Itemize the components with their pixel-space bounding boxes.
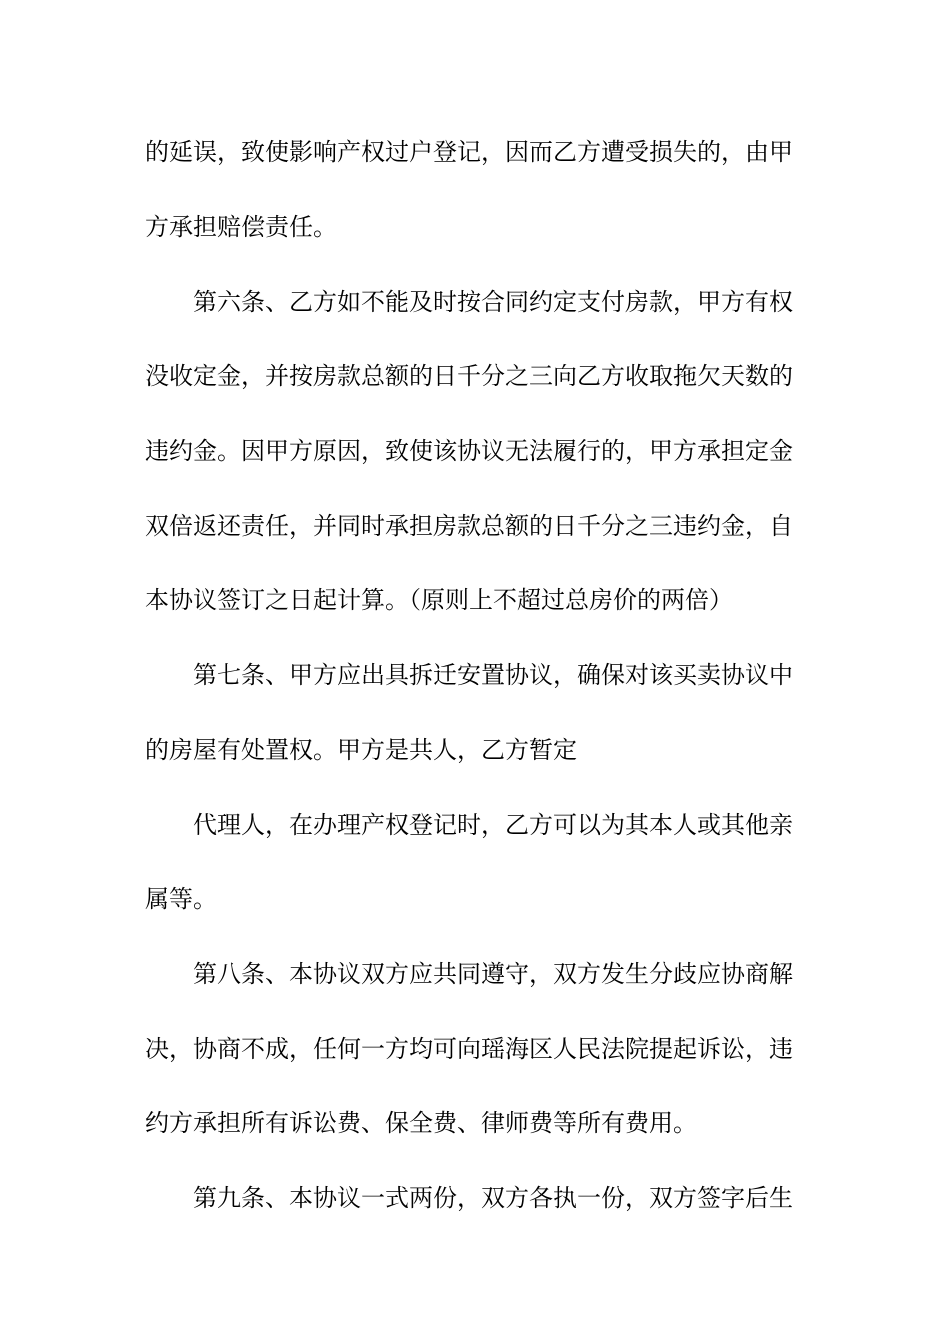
text-line: 违约金。因甲方原因，致使该协议无法履行的，甲方承担定金 xyxy=(145,437,793,465)
text-line: 决，协商不成，任何一方均可向瑶海区人民法院提起诉讼，违 xyxy=(145,1035,793,1063)
paragraph-agent: 代理人，在办理产权登记时，乙方可以为其本人或其他亲 xyxy=(193,811,793,839)
paragraph-article-8: 第八条、本协议双方应共同遵守，双方发生分歧应协商解 xyxy=(193,960,793,988)
text-line: 没收定金，并按房款总额的日千分之三向乙方收取拖欠天数的 xyxy=(145,362,793,390)
text-line: 双倍返还责任，并同时承担房款总额的日千分之三违约金，自 xyxy=(145,512,793,540)
text-line: 的房屋有处置权。甲方是共人，乙方暂定 xyxy=(145,736,577,764)
text-line: 约方承担所有诉讼费、保全费、律师费等所有费用。 xyxy=(145,1109,697,1137)
text-line: 的延误，致使影响产权过户登记，因而乙方遭受损失的，由甲 xyxy=(145,138,793,166)
paragraph-article-9: 第九条、本协议一式两份，双方各执一份，双方签字后生 xyxy=(193,1184,793,1212)
paragraph-article-6: 第六条、乙方如不能及时按合同约定支付房款，甲方有权 xyxy=(193,288,793,316)
text-line: 本协议签订之日起计算。（原则上不超过总房价的两倍） xyxy=(145,586,733,614)
paragraph-article-7: 第七条、甲方应出具拆迁安置协议，确保对该买卖协议中 xyxy=(193,661,793,689)
text-line: 方承担赔偿责任。 xyxy=(145,213,337,241)
text-line: 属等。 xyxy=(145,885,217,913)
